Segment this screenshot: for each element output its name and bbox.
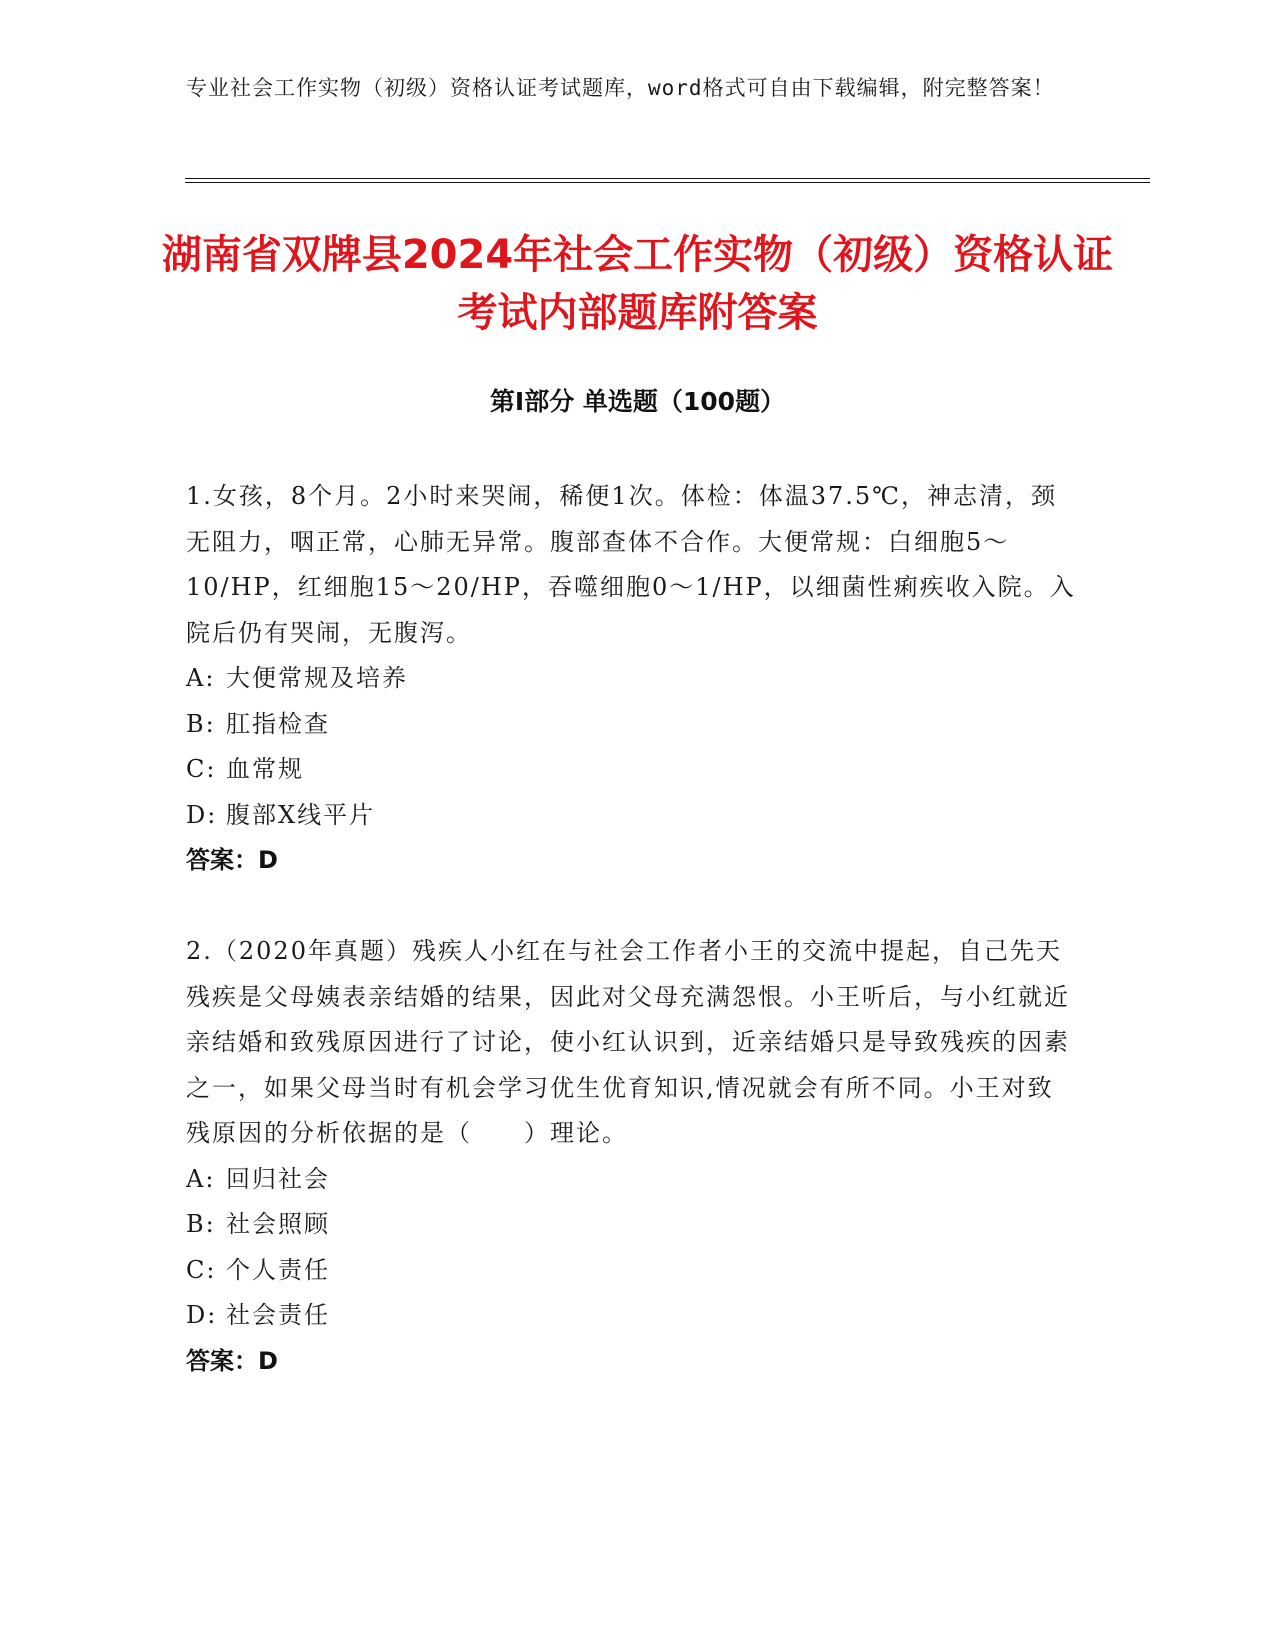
option-b (186, 1202, 1076, 1248)
question-1 (186, 474, 1076, 884)
option-key: D: (186, 800, 218, 829)
option-d (186, 793, 1076, 839)
option-text: 肛指检查 (226, 709, 330, 738)
document-title: 湖南省双牌县2024年社会工作实物（初级）资格认证考试内部题库附答案 (161, 232, 1114, 336)
header-note: 专业社会工作实物（初级）资格认证考试题库，word格式可自由下载编辑，附完整答案！ (186, 76, 1055, 100)
option-c (186, 1248, 1076, 1294)
question-stem: 1.女孩，8个月。2小时来哭闹，稀便1次。体检：体温37.5℃，神志清，颈无阻力，咽正常，心肺无异常。腹部查体不合作。大便常规：白细胞5～10/HP，红细胞15～20/HP，吞噬细胞0～1/HP，以细菌性痢疾收入院。入院后仍有哭闹，无腹泻。 (186, 482, 1076, 647)
option-a (186, 1157, 1076, 1203)
option-text: 血常规 (226, 755, 304, 783)
option-key: C: (186, 1255, 217, 1284)
option-key: A: (186, 1164, 216, 1193)
question-2 (186, 929, 1076, 1384)
option-text: 社会照顾 (226, 1210, 330, 1238)
option-c (186, 747, 1076, 793)
option-text: 个人责任 (226, 1255, 330, 1284)
option-key: B: (186, 1210, 216, 1238)
option-text: 回归社会 (226, 1164, 330, 1193)
option-key: C: (186, 755, 217, 783)
option-key: A: (186, 664, 216, 692)
option-key: B: (186, 709, 216, 738)
option-b (186, 702, 1076, 748)
option-text: 社会责任 (226, 1301, 330, 1329)
option-text: 腹部X线平片 (226, 800, 376, 829)
answer-line: 答案：D (186, 846, 278, 874)
option-a (186, 656, 1076, 702)
section-heading: 第Ⅰ部分 单选题（100题） (489, 387, 786, 416)
option-key: D: (186, 1301, 218, 1329)
header-rule-top (185, 178, 1150, 179)
question-stem: 2.（2020年真题）残疾人小红在与社会工作者小王的交流中提起，自己先天残疾是父母姨表亲结婚的结果，因此对父母充满怨恨。小王听后，与小红就近亲结婚和致残原因进行了讨论，使小红认识到，近亲结婚只是导致残疾的因素之一，如果父母当时有机会学习优生优育知识,情况就会有所不同。小王对致残原因的分析依据的是（ ）理论。 (186, 937, 1070, 1147)
option-text: 大便常规及培养 (226, 664, 408, 692)
header-rule-bottom (185, 182, 1150, 183)
answer-line: 答案：D (186, 1346, 278, 1375)
option-d (186, 1293, 1076, 1339)
